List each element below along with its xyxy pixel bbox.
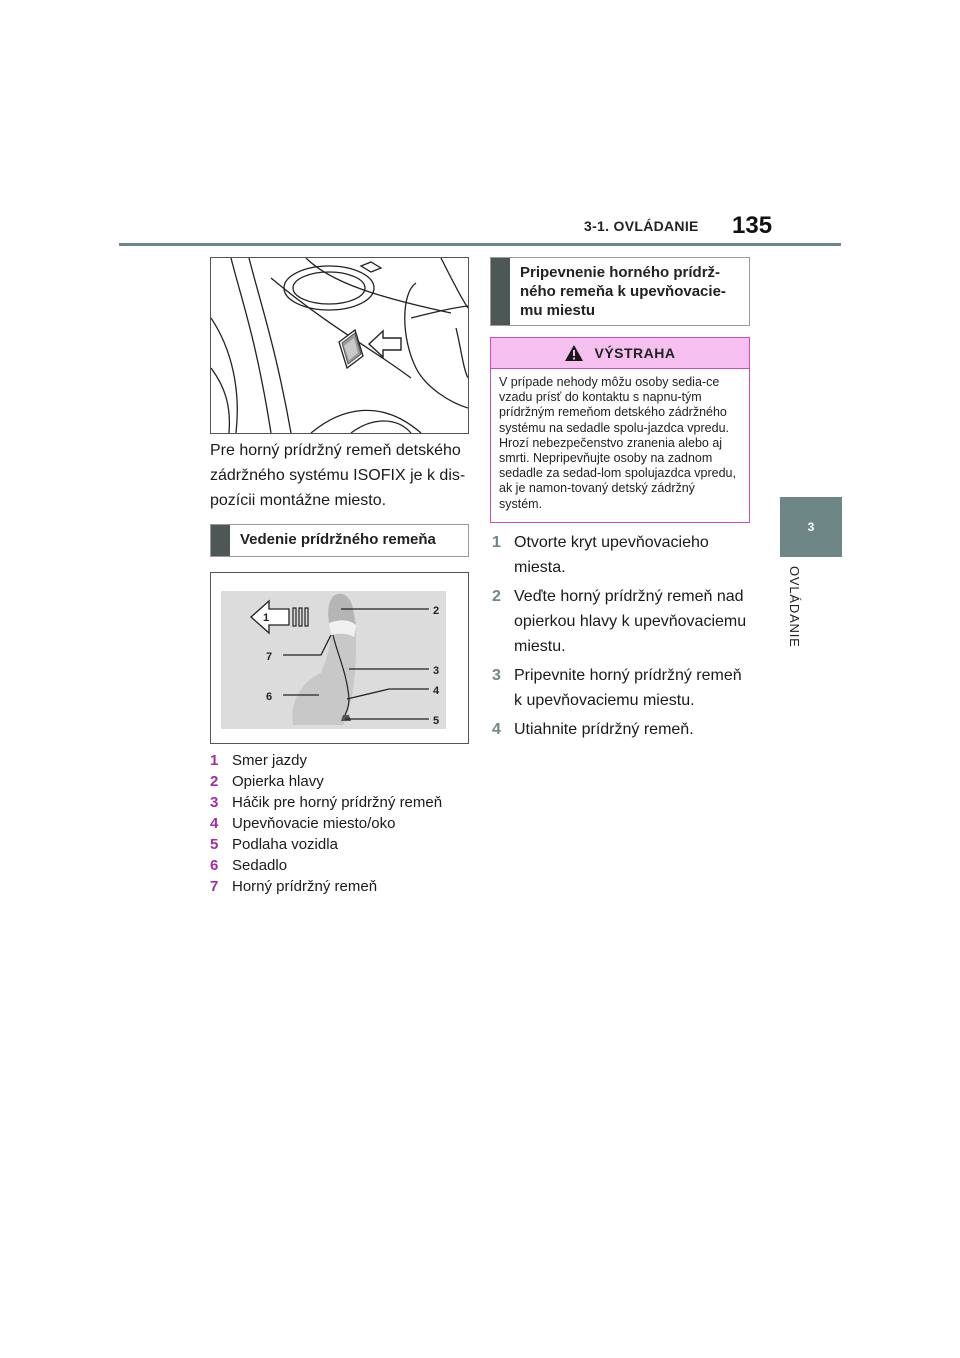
- page-number: 135: [732, 212, 773, 239]
- figure-legend: [210, 750, 472, 897]
- warning-header: [491, 338, 749, 369]
- anchor-point-drawing: [211, 258, 468, 433]
- step-item: 2 Veďte horný prídržný remeň nad opierkou hlavy k upevňovaciemu miestu.: [492, 588, 747, 655]
- legend-item: 2 Opierka hlavy: [210, 773, 324, 790]
- header-rule: [119, 243, 841, 246]
- chapter-tab-label: OVLÁDANIE: [787, 566, 802, 648]
- anchor-cover: [339, 330, 363, 368]
- strap-routing-drawing: [211, 573, 468, 743]
- warning-box: [490, 337, 750, 523]
- section-heading-attach: [490, 257, 750, 326]
- warning-text: V prípade nehody môžu osoby sedia-ce vzadu prísť do kontaktu s napnu-tým prídržným remeňom detského zádržného systému na sedadle spolu-jazdca vpredu. Hrozí nebezpečenstvo zranenia alebo aj smrti. Nepripevňujte osoby na zadnom sedadle za sedad-lom spolujazdca vpredu, ak je namon-tovaný detský zádržný systém.: [499, 375, 736, 511]
- procedure-steps: [492, 530, 754, 746]
- legend-item: 3 Háčik pre horný prídržný remeň: [210, 794, 443, 811]
- section-heading-bar: [491, 258, 510, 325]
- section-heading-title: Pripevnenie horného prídrž-ného remeňa k upevňovacie-mu miestu: [520, 264, 726, 319]
- intro-paragraph: Pre horný prídržný remeň detského zádržného systému ISOFIX je k dis-pozícii montážne miesto.: [210, 442, 466, 509]
- figure-label-3: 3: [433, 665, 440, 677]
- strap-routing-diagram: [210, 572, 469, 744]
- pointer-arrow-icon: [369, 331, 401, 357]
- legend-item: 5 Podlaha vozidla: [210, 836, 338, 853]
- figure-label-2: 2: [433, 605, 440, 617]
- section-heading-routing: [210, 524, 469, 557]
- figure-label-6: 6: [266, 691, 273, 703]
- legend-item: 6 Sedadlo: [210, 857, 288, 874]
- figure-label-4: 4: [433, 685, 440, 697]
- section-heading-title: Vedenie prídržného remeňa: [240, 531, 436, 548]
- section-heading-bar: [211, 525, 230, 556]
- legend-item: 1 Smer jazdy: [210, 752, 308, 769]
- step-item: 3 Pripevnite horný prídržný remeň k upevňovaciemu miestu.: [492, 667, 742, 709]
- chapter-tab-number: 3: [807, 520, 815, 534]
- chapter-title: 3-1. OVLÁDANIE: [584, 218, 699, 234]
- step-item: 1 Otvorte kryt upevňovacieho miesta.: [492, 534, 709, 576]
- anchor-point-illustration: [210, 257, 469, 434]
- legend-item: 7 Horný prídržný remeň: [210, 878, 378, 895]
- chapter-tab: [780, 497, 842, 557]
- figure-label-5: 5: [433, 715, 440, 727]
- step-item: 4 Utiahnite prídržný remeň.: [492, 721, 694, 738]
- legend-item: 4 Upevňovacie miesto/oko: [210, 815, 396, 832]
- warning-title: VÝSTRAHA: [594, 345, 676, 361]
- warning-triangle-icon: [564, 344, 584, 362]
- figure-label-7: 7: [266, 651, 273, 663]
- figure-label-1: 1: [263, 612, 270, 624]
